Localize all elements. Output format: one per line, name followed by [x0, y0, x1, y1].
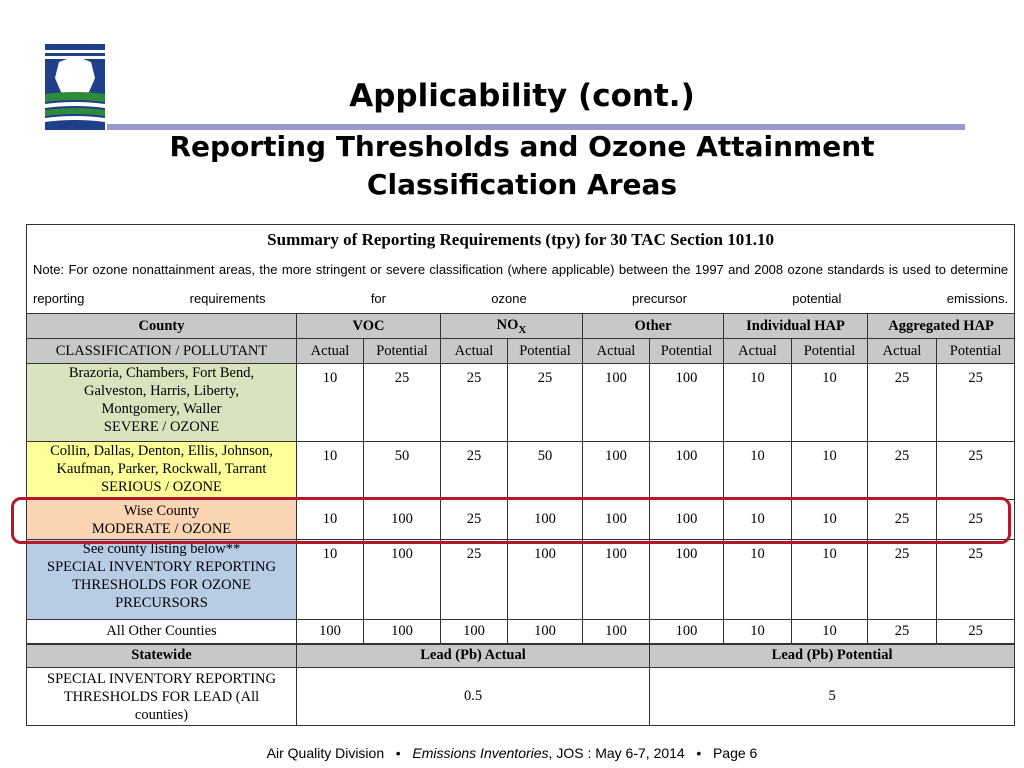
other-potential-header: Potential [650, 339, 724, 364]
voc-header: VOC [297, 314, 441, 339]
aggregated-hap-header: Aggregated HAP [868, 314, 1015, 339]
value-cell: 100 [508, 620, 583, 644]
reporting-requirements-table [26, 224, 1014, 726]
value-cell: 10 [792, 540, 868, 620]
value-cell: 25 [441, 500, 508, 540]
value-cell: 25 [364, 364, 441, 442]
value-cell: 10 [724, 500, 792, 540]
footer-bullet: • [696, 745, 702, 761]
slide-subtitle [0, 128, 1024, 204]
other-actual-header: Actual [583, 339, 650, 364]
value-cell: 10 [297, 364, 364, 442]
value-cell: 100 [364, 500, 441, 540]
table-note: Note: For ozone nonattainment areas, the more stringent or severe classification (where applicable) between the 1997 and 2008 ozone standards is used to determine reporting requirements for ozone precursor potential emissions. [27, 255, 1015, 314]
value-cell: 100 [583, 500, 650, 540]
voc-potential-header: Potential [364, 339, 441, 364]
ihap-actual-header: Actual [724, 339, 792, 364]
value-cell: 25 [937, 620, 1015, 644]
county-cell-moderate: Wise County MODERATE / OZONE [27, 500, 297, 540]
value-cell: 100 [508, 500, 583, 540]
table-row [27, 540, 1015, 620]
county-cell-severe: Brazoria, Chambers, Fort Bend, Galveston, Harris, Liberty, Montgomery, Waller SEVERE / OZONE [27, 364, 297, 442]
footer-page-number: Page 6 [712, 745, 758, 761]
value-cell: 100 [583, 442, 650, 500]
value-cell: 10 [792, 500, 868, 540]
value-cell: 10 [792, 620, 868, 644]
lead-potential-header: Lead (Pb) Potential [650, 644, 1015, 668]
value-cell: 10 [297, 442, 364, 500]
nox-potential-header: Potential [508, 339, 583, 364]
lead-potential-value: 5 [650, 668, 1015, 726]
value-cell: 100 [650, 620, 724, 644]
slide-footer [0, 745, 1024, 761]
table-row [27, 442, 1015, 500]
ahap-potential-header: Potential [937, 339, 1015, 364]
table-row [27, 668, 1015, 726]
value-cell: 100 [650, 442, 724, 500]
value-cell: 100 [583, 364, 650, 442]
value-cell: 25 [868, 620, 937, 644]
value-cell: 100 [297, 620, 364, 644]
subtitle-line-1: Reporting Thresholds and Ozone Attainment [169, 130, 875, 163]
value-cell: 50 [364, 442, 441, 500]
value-cell: 25 [441, 442, 508, 500]
value-cell: 100 [650, 364, 724, 442]
lead-actual-value: 0.5 [297, 668, 650, 726]
value-cell: 10 [792, 442, 868, 500]
table-row [27, 364, 1015, 442]
footer-meeting: , JOS : May 6-7, 2014 [548, 745, 685, 761]
value-cell: 100 [650, 540, 724, 620]
value-cell: 10 [297, 540, 364, 620]
county-header: County [27, 314, 297, 339]
value-cell: 25 [868, 442, 937, 500]
value-cell: 100 [441, 620, 508, 644]
wise-county-highlight [11, 497, 1011, 544]
nox-actual-header: Actual [441, 339, 508, 364]
footer-program: Emissions Inventories [412, 745, 549, 761]
value-cell: 25 [937, 442, 1015, 500]
other-header: Other [583, 314, 724, 339]
value-cell: 10 [724, 364, 792, 442]
lead-label-cell: SPECIAL INVENTORY REPORTING THRESHOLDS FOR LEAD (All counties) [27, 668, 297, 726]
value-cell: 25 [441, 540, 508, 620]
voc-actual-header: Actual [297, 339, 364, 364]
value-cell: 25 [868, 364, 937, 442]
value-cell: 25 [868, 500, 937, 540]
value-cell: 100 [650, 500, 724, 540]
value-cell: 50 [508, 442, 583, 500]
table-summary-title: Summary of Reporting Requirements (tpy) for 30 TAC Section 101.10 [27, 225, 1015, 256]
value-cell: 25 [868, 540, 937, 620]
value-cell: 100 [583, 620, 650, 644]
value-cell: 100 [508, 540, 583, 620]
lead-actual-header: Lead (Pb) Actual [297, 644, 650, 668]
value-cell: 10 [297, 500, 364, 540]
county-cell-all-other: All Other Counties [27, 620, 297, 644]
county-cell-special-ozone: See county listing below** SPECIAL INVENTORY REPORTING THRESHOLDS FOR OZONE PRECURSORS [27, 540, 297, 620]
value-cell: 100 [364, 540, 441, 620]
value-cell: 25 [441, 364, 508, 442]
value-cell: 25 [508, 364, 583, 442]
slide-title: Applicability (cont.) [349, 78, 695, 114]
value-cell: 100 [583, 540, 650, 620]
value-cell: 100 [364, 620, 441, 644]
value-cell: 25 [937, 364, 1015, 442]
county-cell-serious: Collin, Dallas, Denton, Ellis, Johnson, Kaufman, Parker, Rockwall, Tarrant SERIOUS / OZONE [27, 442, 297, 500]
individual-hap-header: Individual HAP [724, 314, 868, 339]
table-row [27, 620, 1015, 644]
ihap-potential-header: Potential [792, 339, 868, 364]
footer-division: Air Quality Division [266, 745, 385, 761]
value-cell: 10 [724, 540, 792, 620]
value-cell: 10 [724, 620, 792, 644]
value-cell: 10 [724, 442, 792, 500]
classification-header: CLASSIFICATION / POLLUTANT [27, 339, 297, 364]
nox-header: $NO_X$ [441, 314, 583, 339]
footer-bullet: • [395, 745, 401, 761]
value-cell: 25 [937, 540, 1015, 620]
value-cell: 10 [792, 364, 868, 442]
ahap-actual-header: Actual [868, 339, 937, 364]
statewide-header: Statewide [27, 644, 297, 668]
subtitle-line-2: Classification Areas [366, 168, 678, 201]
value-cell: 25 [937, 500, 1015, 540]
